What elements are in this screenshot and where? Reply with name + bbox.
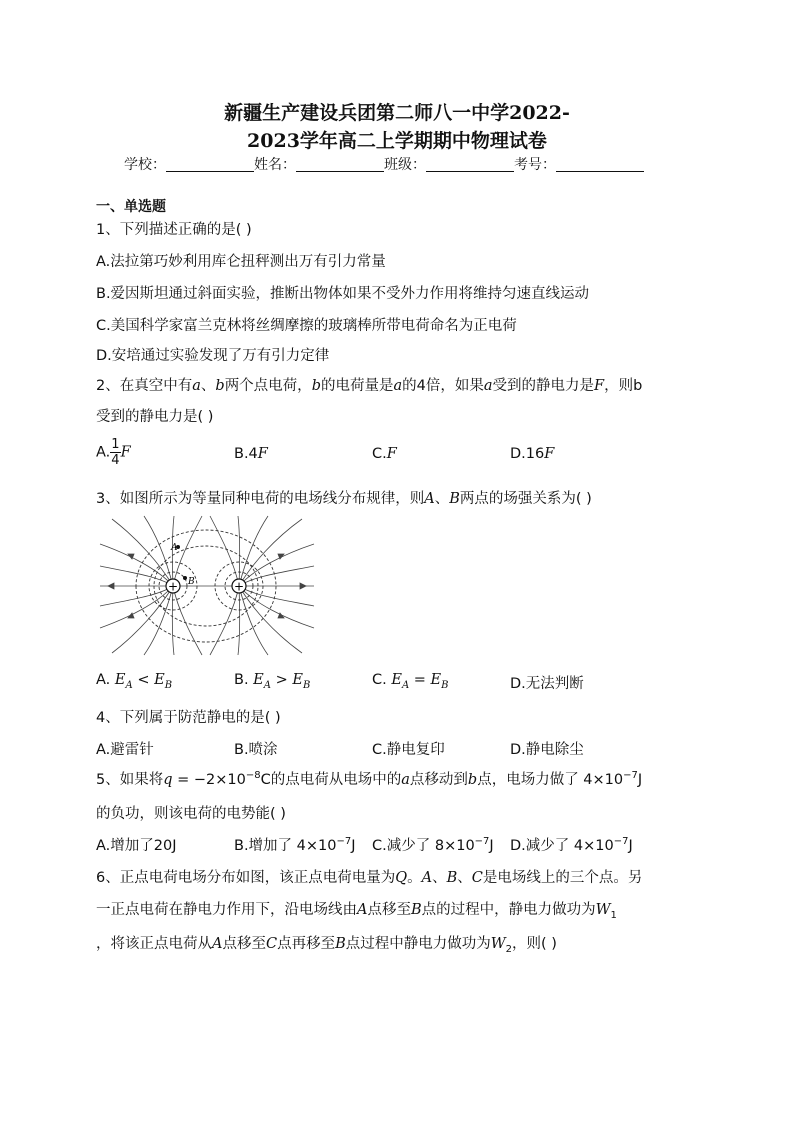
- q4-option-d: D.静电除尘: [510, 742, 584, 758]
- exam-number-label: 考号：: [514, 157, 556, 173]
- name-label: 姓名：: [254, 157, 296, 173]
- q4-option-b: B.喷涂: [234, 742, 278, 758]
- student-info-row: [124, 154, 644, 174]
- q1-stem: 1、下列描述正确的是( ): [96, 222, 252, 238]
- q3-stem: 3、如图所示为等量同种电荷的电场线分布规律，则A、B两点的场强关系为( ): [96, 491, 592, 507]
- left-charge-sign: +: [167, 579, 179, 594]
- q6-stem-line2: 一正点电荷在静电力作用下，沿电场线由A点移至B点的过程中，静电力做功为$W_1$: [96, 902, 617, 921]
- q2-option-a: A. $\frac{1}{4}$ F: [96, 437, 131, 468]
- q5-option-b: B.增加了 $4\times 10^{-7}J$: [234, 836, 356, 854]
- q3-option-d: D.无法判断: [510, 676, 584, 692]
- q2-stem-line2: 受到的静电力是( ): [96, 409, 214, 425]
- q2-option-b: B.4F: [234, 446, 268, 462]
- q5-option-a: A.增加了20J: [96, 838, 177, 854]
- class-blank[interactable]: [426, 157, 514, 172]
- q2-stem-line1: 2、在真空中有a、b两个点电荷，b的电荷量是a的4倍，如果a受到的静电力是F，则b: [96, 378, 643, 394]
- name-blank[interactable]: [296, 157, 384, 172]
- q3-option-a: A. $E_A < E_B$: [96, 672, 173, 691]
- q5-stem-line2: 的负功，则该电荷的电势能( ): [96, 806, 286, 822]
- point-a-label: A: [171, 543, 178, 553]
- q4-stem: 4、下列属于防范静电的是( ): [96, 710, 281, 726]
- q1-option-b: B.爱因斯坦通过斜面实验，推断出物体如果不受外力作用将维持匀速直线运动: [96, 286, 590, 302]
- class-label: 班级：: [384, 157, 426, 173]
- q1-option-d: D.安培通过实验发现了万有引力定律: [96, 348, 330, 364]
- q3-option-c: C. $E_A = E_B$: [372, 672, 449, 691]
- q2-option-c: C.F: [372, 446, 397, 462]
- fraction: $\frac{1}{4}$: [111, 437, 120, 468]
- q1-option-a: A.法拉第巧妙利用库仑扭秤测出万有引力常量: [96, 254, 386, 270]
- point-b-dot: [183, 576, 187, 580]
- q2-option-d: D.16F: [510, 446, 555, 462]
- point-b-label: B: [188, 577, 195, 587]
- exam-title-line2: 2023学年高二上学期期中物理试卷: [247, 130, 547, 152]
- school-blank[interactable]: [166, 157, 254, 172]
- exam-title-line1: 新疆生产建设兵团第二师八一中学2022-: [224, 102, 570, 124]
- electric-field-lines-figure: [98, 514, 316, 656]
- q6-stem-line3: ，将该正点电荷从A点移至C点再移至B点过程中静电力做功为$W_2$，则( ): [96, 936, 557, 955]
- field-lines: [100, 516, 314, 655]
- q5-option-c: C.减少了 $8\times 10^{-7}J$: [372, 836, 494, 854]
- q3-option-b: B. $E_A > E_B$: [234, 672, 311, 691]
- q5-stem-line1: 5、如果将$q = -2\times 10^{-8}C$的点电荷从电场中的a点移动到b点，电场力做了 $4\times 10^{-7}J$: [96, 770, 643, 788]
- q1-option-c: C.美国科学家富兰克林将丝绸摩擦的玻璃棒所带电荷命名为正电荷: [96, 318, 517, 334]
- q4-option-a: A.避雷针: [96, 742, 154, 758]
- exam-number-blank[interactable]: [556, 157, 644, 172]
- section-heading: 一、单选题: [96, 199, 166, 215]
- q6-stem-line1: 6、正点电荷电场分布如图，该正点电荷电量为Q。A、B、C是电场线上的三个点。另: [96, 870, 643, 886]
- right-charge-sign: +: [233, 579, 245, 594]
- school-label: 学校：: [124, 157, 166, 173]
- q4-option-c: C.静电复印: [372, 742, 445, 758]
- q5-option-d: D.减少了 $4\times 10^{-7}J$: [510, 836, 633, 854]
